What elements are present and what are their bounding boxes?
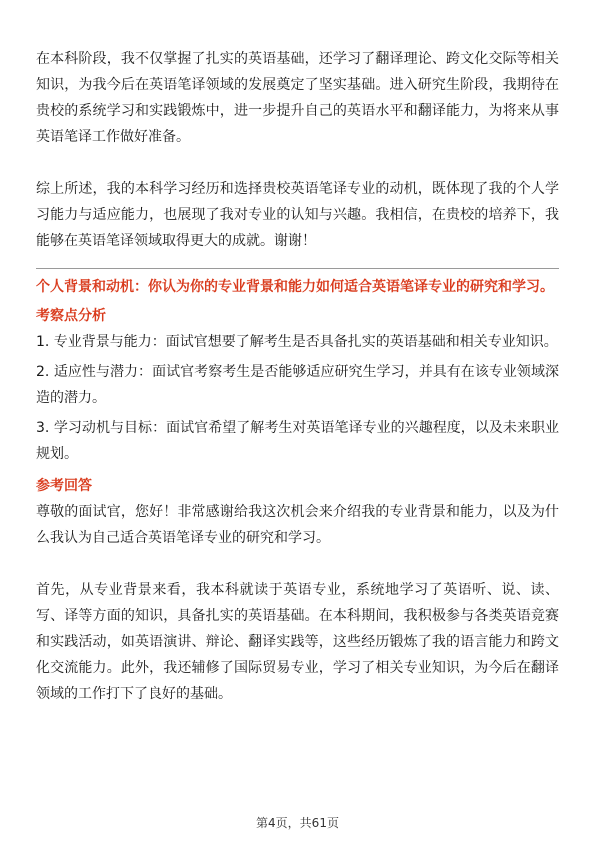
question-title: 个人背景和动机：你认为你的专业背景和能力如何适合英语笔译专业的研究和学习。 [36,279,554,295]
analysis-heading: 考察点分析 [36,308,106,324]
answer-paragraph-2: 首先，从专业背景来看，我本科就读于英语专业，系统地学习了英语听、说、读、写、译等方面的知识，具备扎实的英语基础。在本科期间，我积极参与各类英语竞赛和实践活动，如英语演讲、辩论、翻译实践等，这些经历锻炼了我的语言能力和跨文化交流能力。此外，我还辅修了国际贸易专业，学习了相关专业知识，为今后在翻译领域的工作打下了良好的基础。 [36,582,559,702]
answer-heading: 参考回答 [36,478,92,494]
analysis-item-3: 3. 学习动机与目标：面试官希望了解考生对英语笔译专业的兴趣程度，以及未来职业规划。 [36,420,559,462]
section-divider [36,268,559,269]
page-number: 第4页，共61页 [256,816,339,830]
document-page [36,46,559,707]
intro-paragraph-1: 在本科阶段，我不仅掌握了扎实的英语基础，还学习了翻译理论、跨文化交际等相关知识，为我今后在英语笔译领域的发展奠定了坚实基础。进入研究生阶段，我期待在贵校的系统学习和实践锻炼中，进一步提升自己的英语水平和翻译能力，为将来从事英语笔译工作做好准备。 [36,51,559,145]
analysis-item-1: 1. 专业背景与能力：面试官想要了解考生是否具备扎实的英语基础和相关专业知识。 [36,334,558,350]
intro-paragraph-2: 综上所述，我的本科学习经历和选择贵校英语笔译专业的动机，既体现了我的个人学习能力与适应能力，也展现了我对专业的认知与兴趣。我相信，在贵校的培养下，我能够在英语笔译领域取得更大的成就。谢谢！ [36,181,559,249]
answer-paragraph-1: 尊敬的面试官，您好！非常感谢给我这次机会来介绍我的专业背景和能力，以及为什么我认为自己适合英语笔译专业的研究和学习。 [36,504,559,546]
analysis-item-2: 2. 适应性与潜力：面试官考察考生是否能够适应研究生学习，并具有在该专业领域深造的潜力。 [36,364,559,406]
